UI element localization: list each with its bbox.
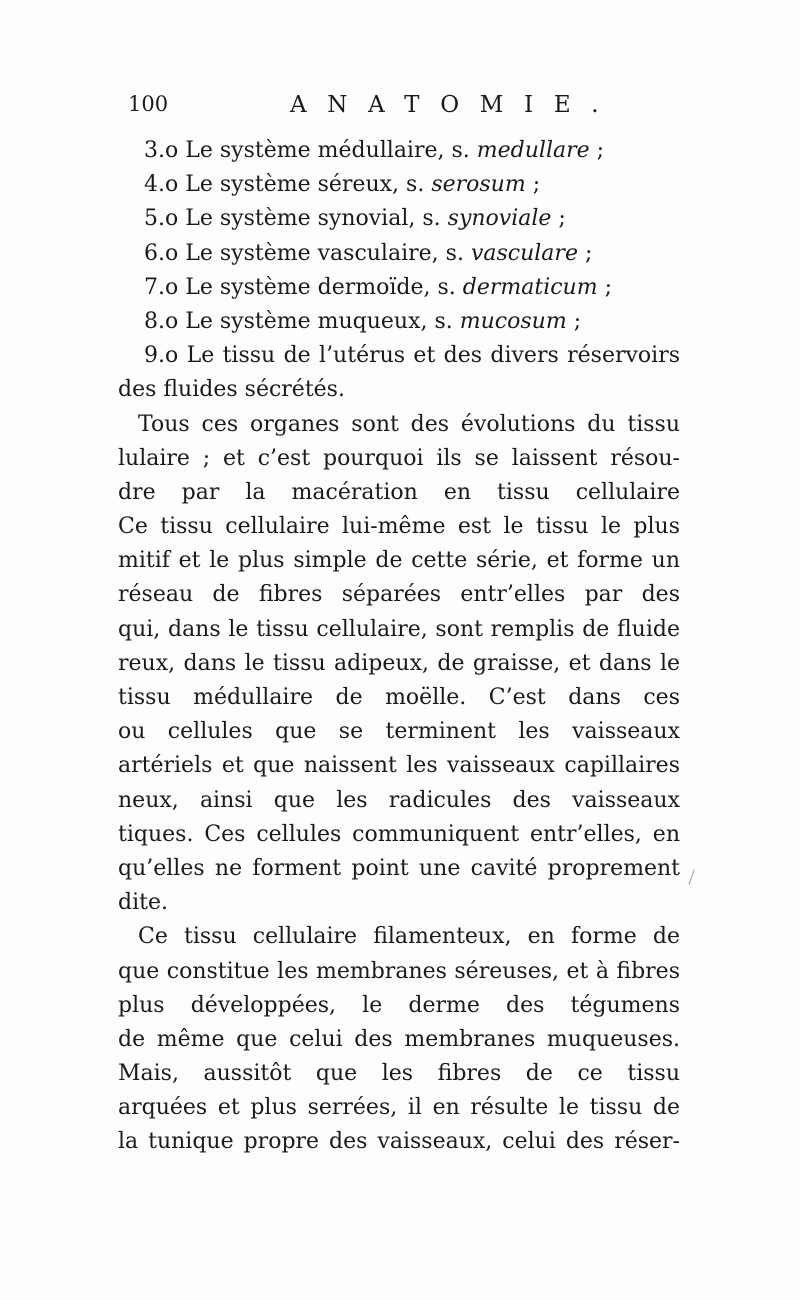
scan-mark bbox=[688, 869, 700, 886]
paragraph-line: ou cellules que se terminent les vaisseaux bbox=[118, 719, 680, 745]
paragraph-line: réseau de fibres séparées entr’elles par des bbox=[118, 582, 680, 608]
list-item-9-line2: des fluides sécrétés. bbox=[118, 377, 345, 403]
paragraph-line: dre par la macération en tissu cellulaire bbox=[118, 479, 680, 505]
list-item: 7.o Le système dermoïde, s. dermaticum ; bbox=[144, 274, 612, 300]
page-number: 100 bbox=[128, 92, 169, 116]
paragraph-line: la tunique propre des vaisseaux, celui des réser- bbox=[118, 1129, 680, 1155]
paragraph-line: arquées et plus serrées, il en résulte le tissu de bbox=[118, 1095, 680, 1121]
running-title: ANATOMIE. bbox=[290, 92, 620, 118]
paragraph-line: tiques. Ces cellules communiquent entr’elles, en bbox=[118, 821, 680, 847]
paragraph-line: Ce tissu cellulaire filamenteux, en forme de bbox=[138, 924, 680, 950]
list-item: 5.o Le système synovial, s. synoviale ; bbox=[144, 206, 566, 232]
list-item: 6.o Le système vasculaire, s. vasculare ; bbox=[144, 240, 593, 266]
paragraph-line: tissu médullaire de moëlle. C’est dans ces bbox=[118, 685, 680, 710]
paragraph-line: lulaire ; et c’est pourquoi ils se laissent résou- bbox=[118, 445, 680, 471]
paragraph-line: Tous ces organes sont des évolutions du tissu bbox=[138, 411, 680, 437]
list-item-9-line1: 9.o Le tissu de l’utérus et des divers réservoirs bbox=[144, 343, 680, 369]
paragraph-line: artériels et que naissent les vaisseaux capillaires bbox=[118, 753, 680, 779]
paragraph-line: que constitue les membranes séreuses, et à fibres bbox=[118, 958, 680, 984]
page-header bbox=[118, 92, 678, 122]
paragraph-line: dite. bbox=[118, 890, 168, 916]
list-item: 8.o Le système muqueux, s. mucosum ; bbox=[144, 308, 582, 334]
paragraph-line: neux, ainsi que les radicules des vaisseaux bbox=[118, 787, 680, 813]
paragraph-line: reux, dans le tissu adipeux, de graisse, et dans le bbox=[118, 650, 680, 676]
body-text bbox=[118, 134, 680, 1160]
paragraph-line: Mais, aussitôt que les fibres de ce tissu bbox=[118, 1061, 680, 1087]
paragraph-line: de même que celui des membranes muqueuses. bbox=[118, 1026, 680, 1052]
paragraph-line: qu’elles ne forment point une cavité proprement bbox=[118, 855, 680, 881]
paragraph-line: mitif et le plus simple de cette série, et forme un bbox=[118, 548, 680, 574]
list-item: 3.o Le système médullaire, s. medullare ; bbox=[144, 138, 605, 163]
paragraph-line: Ce tissu cellulaire lui-même est le tissu le plus bbox=[118, 514, 680, 540]
paragraph-line: qui, dans le tissu cellulaire, sont remplis de fluide bbox=[118, 616, 680, 642]
paragraph-line: plus développées, le derme des tégumens bbox=[118, 992, 680, 1018]
list-item: 4.o Le système séreux, s. serosum ; bbox=[144, 172, 541, 198]
